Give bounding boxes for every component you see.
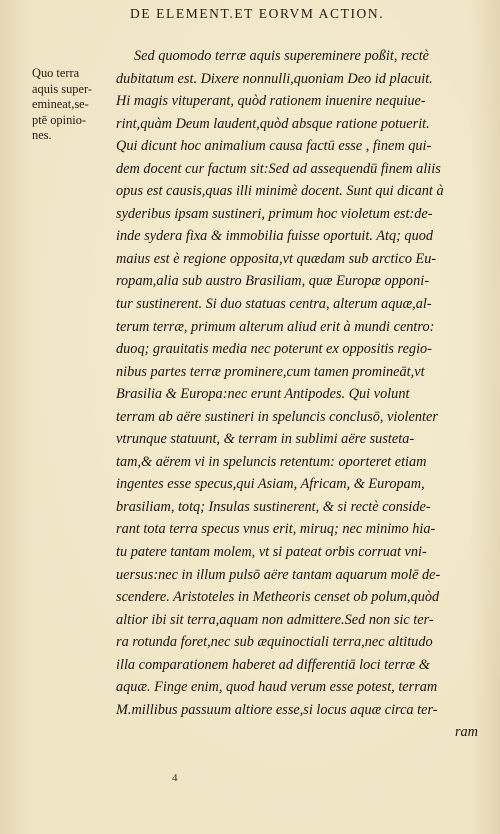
running-head: DE ELEMENT.ET EORVM ACTION. [130,6,385,21]
body-text [116,45,488,744]
marginal-note [32,66,108,144]
marginal-note-line: Quo terra [32,66,80,80]
text-line: nibus partes terræ prominere,cum tamen promineāt,vt [116,363,425,380]
text-line: ropam,alia sub austro Brasiliam, quæ Europæ opponi- [116,273,429,290]
signature-mark: 4 [172,772,178,784]
text-line: Brasilia & Europa:nec erunt Antipodes. Qui volunt [116,386,410,403]
text-line: illa comparationem haberet ad differentiā loci terræ & [116,656,430,673]
text-line: dem docent cur factum sit:Sed ad assequendū finem aliis [116,160,441,177]
text-line: terum terræ, primum alterum aliud erit à mundi centro: [116,318,435,335]
text-line: tam,& aërem vi in speluncis retentum: oporteret etiam [116,453,427,470]
text-line: maius est è regione opposita,vt quædam sub arctico Eu- [116,250,437,267]
text-line: Sed quomodo terræ aquis supereminere poßit, rectè [134,48,430,64]
text-line: Hi magis vituperant, quòd rationem inuenire nequiue- [116,93,426,110]
text-line: Qui dicunt hoc animalium causa factū esse , finem qui- [116,138,432,155]
marginal-note-line: ptē opinio- [32,112,87,127]
text-line: tur sustinerent. Si duo statuas centra, alterum aquæ,al- [116,296,432,313]
marginal-note-line: emineat,se- [32,97,89,111]
text-line: tu patere tantam molem, vt si pateat orbis corruat vni- [116,544,427,561]
text-line: scendere. Aristoteles in Metheoris censet ob polum,quòd [116,589,440,606]
text-line: ingentes esse specus,qui Asiam, Africam, & Europam, [116,476,425,493]
text-line: uersus:nec in illum pulsō aëre tantam aquarum molē de- [116,566,441,583]
text-line: ra rotunda foret,nec sub æquinoctiali terra,nec altitudo [116,634,433,651]
text-line: syderibus ipsam sustineri, primum hoc violetum est:de- [116,205,433,222]
text-line: opus est causis,quas illi minimè docent. Sunt qui dicant à [116,183,444,200]
text-line: M.millibus passuum altiore esse,si locus aquæ circa ter- [116,701,438,718]
text-line: inde sydera fixa & immobilia fuisse oportuit. Atq; quod [116,228,434,245]
text-line: altior ibi sit terra,aquam non admittere.Sed non sic ter- [116,611,434,628]
text-line: rint,quàm Deum laudent,quòd absque ratione potuerit. [116,115,430,132]
text-line: aquæ. Finge enim, quod haud verum esse potest, terram [116,679,438,696]
marginal-note-line: nes. [32,128,52,142]
text-line: terram ab aëre sustineri in speluncis conclusō, violenter [116,408,438,425]
marginal-note-line: aquis super- [32,81,92,96]
text-line: duoq; grauitatis media nec poterunt ex oppositis regio- [116,341,432,358]
text-line: rant tota terra specus vnus erit, miruq; nec minimo hia- [116,521,436,538]
text-line: vtrunque statuunt, & terram in sublimi aëre susteta- [116,431,415,448]
catchword: ram [454,724,478,741]
text-line: dubitatum est. Dixere nonnulli,quoniam Deo id placuit. [116,70,433,87]
text-line: brasiliam, totq; Insulas sustinerent, & si rectè conside- [116,498,431,515]
